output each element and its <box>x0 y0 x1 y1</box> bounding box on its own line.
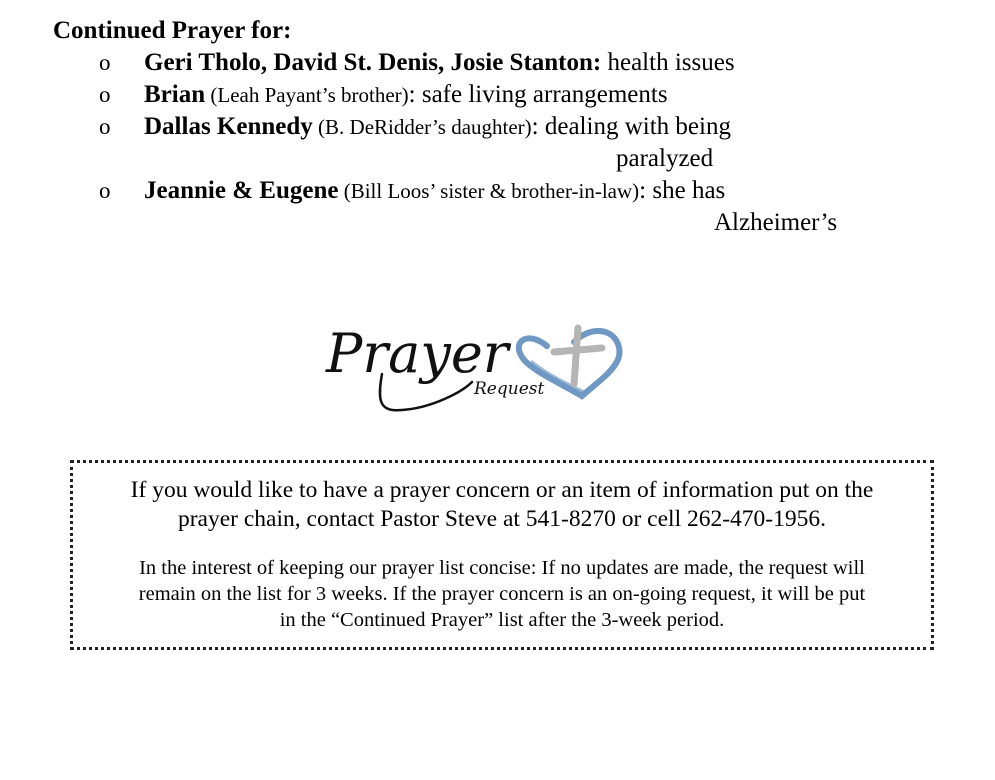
prayer-item-concern: health issues <box>601 49 735 76</box>
prayer-chain-notice <box>70 460 934 650</box>
prayer-item <box>144 113 731 141</box>
prayer-item-relation: (B. DeRidder’s daughter) <box>312 115 532 139</box>
prayer-item-names: Jeannie & Eugene <box>144 177 339 204</box>
notice-contact-paragraph <box>73 476 931 534</box>
bullet-marker: o <box>99 114 111 139</box>
bullet-marker: o <box>99 82 111 107</box>
prayer-item-concern: : safe living arrangements <box>408 81 668 108</box>
prayer-item-names: Geri Tholo, David St. Denis, Josie Stanton: <box>144 49 602 76</box>
notice-line: If you would like to have a prayer concern or an item of information put on the <box>130 477 874 503</box>
bullet-marker: o <box>99 178 111 203</box>
logo-script-text: Prayer <box>326 322 509 385</box>
prayer-item-relation: (Bill Loos’ sister & brother-in-law) <box>338 179 640 203</box>
notice-line: In the interest of keeping our prayer list concise: If no updates are made, the request will <box>139 557 865 579</box>
prayer-item-names: Brian <box>144 81 206 108</box>
notice-line: prayer chain, contact Pastor Steve at 541-8270 or cell 262-470-1956. <box>177 506 827 532</box>
logo-sub-text: Request <box>474 379 545 399</box>
prayer-item-concern-continued: paralyzed <box>616 145 714 172</box>
prayer-item-concern-continued: Alzheimer’s <box>714 209 838 236</box>
notice-policy-paragraph <box>73 555 931 633</box>
bullet-marker: o <box>99 50 111 75</box>
prayer-request-logo <box>322 312 628 422</box>
prayer-item <box>144 177 725 205</box>
prayer-item <box>144 81 668 109</box>
cross-icon <box>554 328 602 384</box>
prayer-item-relation: (Leah Payant’s brother) <box>205 83 409 107</box>
prayer-item-names: Dallas Kennedy <box>144 113 313 140</box>
notice-line: remain on the list for 3 weeks. If the prayer concern is an on-going request, it will be put <box>138 583 866 605</box>
prayer-item-concern: : she has <box>639 177 726 204</box>
prayer-item <box>144 49 735 77</box>
prayer-item-concern: : dealing with being <box>531 113 731 140</box>
section-title: Continued Prayer for: <box>53 17 292 44</box>
notice-line: in the “Continued Prayer” list after the 3-week period. <box>279 609 725 631</box>
